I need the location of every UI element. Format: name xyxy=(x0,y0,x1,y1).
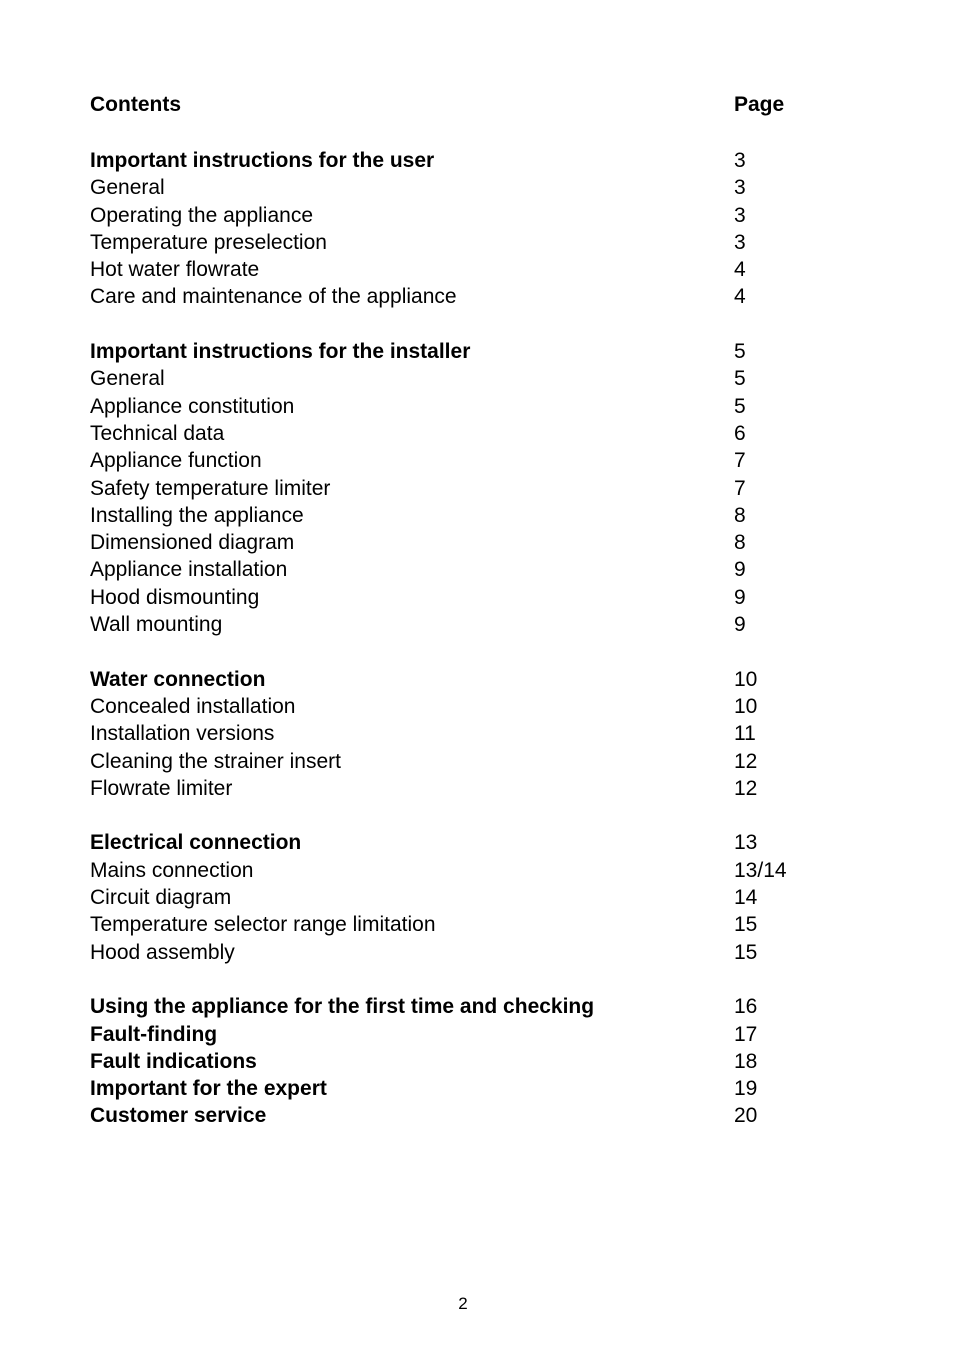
toc-entry-page: 9 xyxy=(734,585,746,609)
toc-entry-row xyxy=(90,611,810,638)
toc-entry-title: Electrical connection xyxy=(90,831,302,855)
toc-entry-page: 7 xyxy=(734,449,746,473)
toc-section xyxy=(90,147,810,311)
toc-entry-row xyxy=(90,393,810,420)
toc-entry-page: 5 xyxy=(734,367,746,391)
toc-heading-row xyxy=(90,338,810,365)
toc-entry-title: Temperature selector range limitation xyxy=(90,913,436,937)
toc-entry-page: 6 xyxy=(734,421,746,445)
toc-entry-title: Operating the appliance xyxy=(90,203,313,227)
toc-entry-page: 5 xyxy=(734,394,746,418)
toc-entry-page: 20 xyxy=(734,1104,758,1128)
toc-heading-row xyxy=(90,147,810,174)
toc-entry-page: 12 xyxy=(734,749,758,773)
toc-entry-row xyxy=(90,502,810,529)
toc-section xyxy=(90,829,810,965)
toc-entry-page: 15 xyxy=(734,940,758,964)
toc-entry-row xyxy=(90,256,810,283)
toc-entry-page: 12 xyxy=(734,776,758,800)
toc-entry-page: 17 xyxy=(734,1022,758,1046)
page-number: 2 xyxy=(458,1294,468,1313)
toc-entry-page: 3 xyxy=(734,230,746,254)
toc-entry-title: General xyxy=(90,367,165,391)
toc-entry-page: 7 xyxy=(734,476,746,500)
toc-entry-page: 9 xyxy=(734,613,746,637)
toc-heading-row xyxy=(90,666,810,693)
toc-entry-title: Fault indications xyxy=(90,1049,257,1073)
toc-entry-row xyxy=(90,693,810,720)
contents-header xyxy=(90,93,810,121)
toc-entry-title: Cleaning the strainer insert xyxy=(90,749,341,773)
toc-entry-title: Important for the expert xyxy=(90,1077,327,1101)
toc-entry-title: Hot water flowrate xyxy=(90,258,260,282)
toc-entry-row xyxy=(90,584,810,611)
toc-entry-title: Customer service xyxy=(90,1104,267,1128)
toc-entry-row xyxy=(90,775,810,802)
toc-entry-page: 3 xyxy=(734,203,746,227)
toc-heading-row xyxy=(90,1048,810,1075)
toc-entry-row xyxy=(90,884,810,911)
toc-entry-row xyxy=(90,283,810,310)
toc-entry-page: 8 xyxy=(734,531,746,555)
toc-heading-row xyxy=(90,993,810,1020)
toc-entry-page: 19 xyxy=(734,1077,758,1101)
toc-entry-row xyxy=(90,857,810,884)
toc-entry-row xyxy=(90,939,810,966)
toc-entry-row xyxy=(90,556,810,583)
toc-entry-page: 4 xyxy=(734,285,746,309)
toc-entry-page: 16 xyxy=(734,995,758,1019)
toc-entry-title: Hood dismounting xyxy=(90,585,260,609)
toc-entry-title: General xyxy=(90,176,165,200)
toc-entry-row xyxy=(90,447,810,474)
toc-entry-row xyxy=(90,720,810,747)
toc-heading-row xyxy=(90,1102,810,1129)
toc-entry-page: 10 xyxy=(734,667,758,691)
toc-entry-title: Temperature preselection xyxy=(90,230,327,254)
toc-entry-page: 18 xyxy=(734,1049,758,1073)
toc-entry-title: Hood assembly xyxy=(90,940,235,964)
toc-entry-row xyxy=(90,420,810,447)
toc-entry-title: Using the appliance for the first time and checking xyxy=(90,995,595,1019)
toc-entry-title: Fault-finding xyxy=(90,1022,218,1046)
toc-section xyxy=(90,338,810,638)
toc-heading-row xyxy=(90,829,810,856)
toc-entry-row xyxy=(90,229,810,256)
toc-section xyxy=(90,666,810,802)
toc-entry-row xyxy=(90,748,810,775)
toc-entry-title: Appliance installation xyxy=(90,558,288,582)
contents-title: Contents xyxy=(90,93,181,116)
toc-entry-page: 3 xyxy=(734,149,746,172)
toc-entry-title: Appliance function xyxy=(90,449,262,473)
toc-entry-title: Mains connection xyxy=(90,858,254,882)
toc-entry-title: Dimensioned diagram xyxy=(90,531,295,555)
toc-entry-page: 5 xyxy=(734,340,746,364)
toc-entry-title: Important instructions for the installer xyxy=(90,340,471,364)
toc-entry-title: Appliance constitution xyxy=(90,394,295,418)
toc-entry-title: Installing the appliance xyxy=(90,503,304,527)
toc-entry-title: Circuit diagram xyxy=(90,886,232,910)
toc-entry-row xyxy=(90,202,810,229)
toc-entry-row xyxy=(90,911,810,938)
toc-entry-title: Safety temperature limiter xyxy=(90,476,331,500)
toc-entry-row xyxy=(90,365,810,392)
page-column-title: Page xyxy=(734,93,785,116)
toc-entry-row xyxy=(90,475,810,502)
toc-entry-page: 3 xyxy=(734,176,746,200)
toc-entry-title: Flowrate limiter xyxy=(90,776,233,800)
toc-entry-title: Installation versions xyxy=(90,722,275,746)
toc-entry-page: 11 xyxy=(734,722,756,746)
toc-heading-row xyxy=(90,1021,810,1048)
toc-entry-page: 13 xyxy=(734,831,758,855)
toc-entry-title: Concealed installation xyxy=(90,694,296,718)
toc-entry-title: Wall mounting xyxy=(90,613,223,637)
toc-entry-page: 10 xyxy=(734,694,758,718)
toc-entry-page: 14 xyxy=(734,886,758,910)
toc-entry-row xyxy=(90,174,810,201)
toc-entry-page: 15 xyxy=(734,913,758,937)
toc-entry-page: 8 xyxy=(734,503,746,527)
toc-entry-title: Care and maintenance of the appliance xyxy=(90,285,457,309)
toc-section xyxy=(90,993,810,1129)
toc-entry-page: 13/14 xyxy=(734,858,787,882)
toc-entry-page: 4 xyxy=(734,258,746,282)
toc-entry-title: Technical data xyxy=(90,421,225,445)
toc-entry-page: 9 xyxy=(734,558,746,582)
table-of-contents xyxy=(90,147,810,1157)
toc-entry-row xyxy=(90,529,810,556)
toc-heading-row xyxy=(90,1075,810,1102)
toc-entry-title: Water connection xyxy=(90,667,266,691)
toc-entry-title: Important instructions for the user xyxy=(90,149,435,172)
